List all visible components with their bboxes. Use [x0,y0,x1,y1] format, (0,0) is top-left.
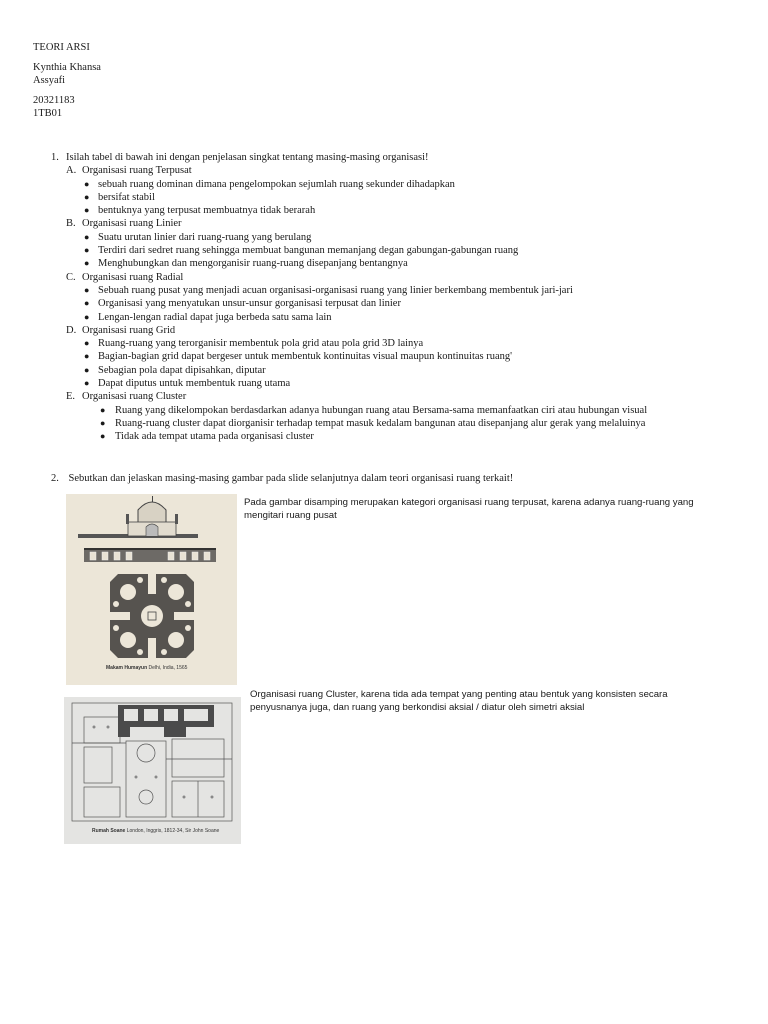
question-2 [51,472,513,485]
bullet-icon: ● [84,245,90,256]
list-item [51,417,751,430]
section-letter: A. [66,165,77,177]
bullet-text: Sebagian pola dapat dipisahkan, diputar [98,364,266,376]
figure-1-description: Pada gambar disamping merupakan kategori organisasi ruang terpusat, karena adanya ruang-ruang yang mengitari ruang pusat [244,497,694,521]
bullet-icon: ● [84,178,90,189]
section-letter: B. [66,218,76,230]
bullet-text: Ruang-ruang yang terorganisir membentuk pola grid atau pola grid 3D lainya [98,338,424,350]
caption-detail: London, Inggris, 1812-34, Sir John Soane [126,828,220,834]
section-heading-radial [51,271,751,284]
author-name-line2: Assyafi [33,75,66,86]
section-heading-grid [51,324,751,337]
question-number: 2. [51,473,59,484]
student-id: 20321183 [33,95,75,106]
section-letter: D. [66,324,77,336]
bullet-text: bentuknya yang terpusat membuatnya tidak berarah [98,205,316,217]
section-title: Organisasi ruang Linier [82,218,182,230]
question-1 [51,151,751,444]
bullet-icon: ● [100,431,106,442]
author-name-line1: Kynthia Khansa [33,62,101,73]
section-title: Organisasi ruang Radial [82,271,184,283]
list-item [51,337,751,350]
caption-title: Rumah Soane [92,828,126,834]
bullet-text: Organisasi yang menyatukan unsur-unsur gorganisasi terpusat dan linier [98,298,401,310]
section-letter: C. [66,271,76,283]
document-title: TEORI ARSI [33,42,90,53]
bullet-text: bersifat stabil [98,191,155,203]
bullet-icon: ● [100,404,106,415]
figure-2-description: Organisasi ruang Cluster, karena tida ada tempat yang penting atau bentuk yang konsisten secara penyusnanya juga, dan ruang yang berkondisi aksial / diatur oleh simetri aksial [250,689,668,713]
section-heading-terpusat [51,164,751,177]
list-item [51,231,751,244]
figure-makam-humayun [66,494,237,685]
bullet-text: Dapat diputus untuk membentuk ruang utama [98,378,291,390]
bullet-icon: ● [84,351,90,362]
bullet-text: Menghubungkan dan mengorganisir ruang-ruang disepanjang bentangnya [98,258,408,270]
bullet-text: Lengan-lengan radial dapat juga berbeda satu sama lain [98,311,332,323]
bullet-text: Ruang-ruang cluster dapat diorganisir terhadap tempat masuk kedalam bangunan atau disepanjang alur gerak yang melaluinya [115,417,646,429]
document-header [33,41,101,120]
list-item [51,311,751,324]
section-title: Organisasi ruang Terpusat [82,165,192,177]
bullet-text: Sebuah ruang pusat yang menjadi acuan organisasi-organisasi ruang yang linier berkembang membentuk jari-jari [98,284,573,296]
bullet-text: Tidak ada tempat utama pada organisasi cluster [115,431,314,443]
question-text: Isilah tabel di bawah ini dengan penjelasan singkat tentang masing-masing organisasi! [66,152,429,163]
bullet-icon: ● [84,378,90,389]
question-number: 1. [51,152,59,163]
bullet-text: Terdiri dari sedret ruang sehingga membuat bangunan memanjang degan gabungan-gabungan ruang [98,245,519,257]
bullet-icon: ● [100,417,106,428]
bullet-icon: ● [84,258,90,269]
list-item [51,364,751,377]
bullet-text: Suatu urutan linier dari ruang-ruang yang berulang [98,231,312,243]
bullet-icon: ● [84,338,90,349]
bullet-text: sebuah ruang dominan dimana pengelompokan sejumlah ruang sekunder dihadapkan [98,178,455,190]
section-heading-linier [51,217,751,230]
question-text: Sebutkan dan jelaskan masing-masing gambar pada slide selanjutnya dalam teori organisasi ruang terkait! [68,473,514,484]
bullet-icon: ● [84,231,90,242]
section-title: Organisasi ruang Cluster [82,391,187,403]
list-item [51,257,751,270]
caption-title: Makam Humayun [106,665,148,671]
figure-caption [106,662,187,675]
list-item [51,297,751,310]
bullet-icon: ● [84,298,90,309]
list-item [51,404,751,417]
bullet-icon: ● [84,311,90,322]
bullet-text: Bagian-bagian grid dapat bergeser untuk membentuk kontinuitas visual maupun kontinuitas ruang' [98,351,513,363]
list-item [51,284,751,297]
section-letter: E. [66,391,76,403]
bullet-icon: ● [84,284,90,295]
section-title: Organisasi ruang Grid [82,324,176,336]
list-item [51,191,751,204]
list-item [51,244,751,257]
figure-caption [92,825,219,838]
cluster-plan-drawing [64,697,241,844]
centralized-plan-drawing [66,494,237,685]
list-item [51,430,751,443]
section-heading-cluster [51,390,751,403]
bullet-text: Ruang yang dikelompokan berdasdarkan adanya hubungan ruang atau Bersama-sama memanfaatkan ciri atau hubungan visual [115,404,648,416]
bullet-icon: ● [84,364,90,375]
class-code: 1TB01 [33,108,63,119]
list-item [51,178,751,191]
list-item [51,350,751,363]
list-item [51,377,751,390]
bullet-icon: ● [84,191,90,202]
question-1-prompt [51,151,751,164]
bullet-icon: ● [84,205,90,216]
figure-rumah-soane [64,697,241,844]
caption-detail: Delhi, India, 1565 [148,665,188,671]
list-item [51,204,751,217]
